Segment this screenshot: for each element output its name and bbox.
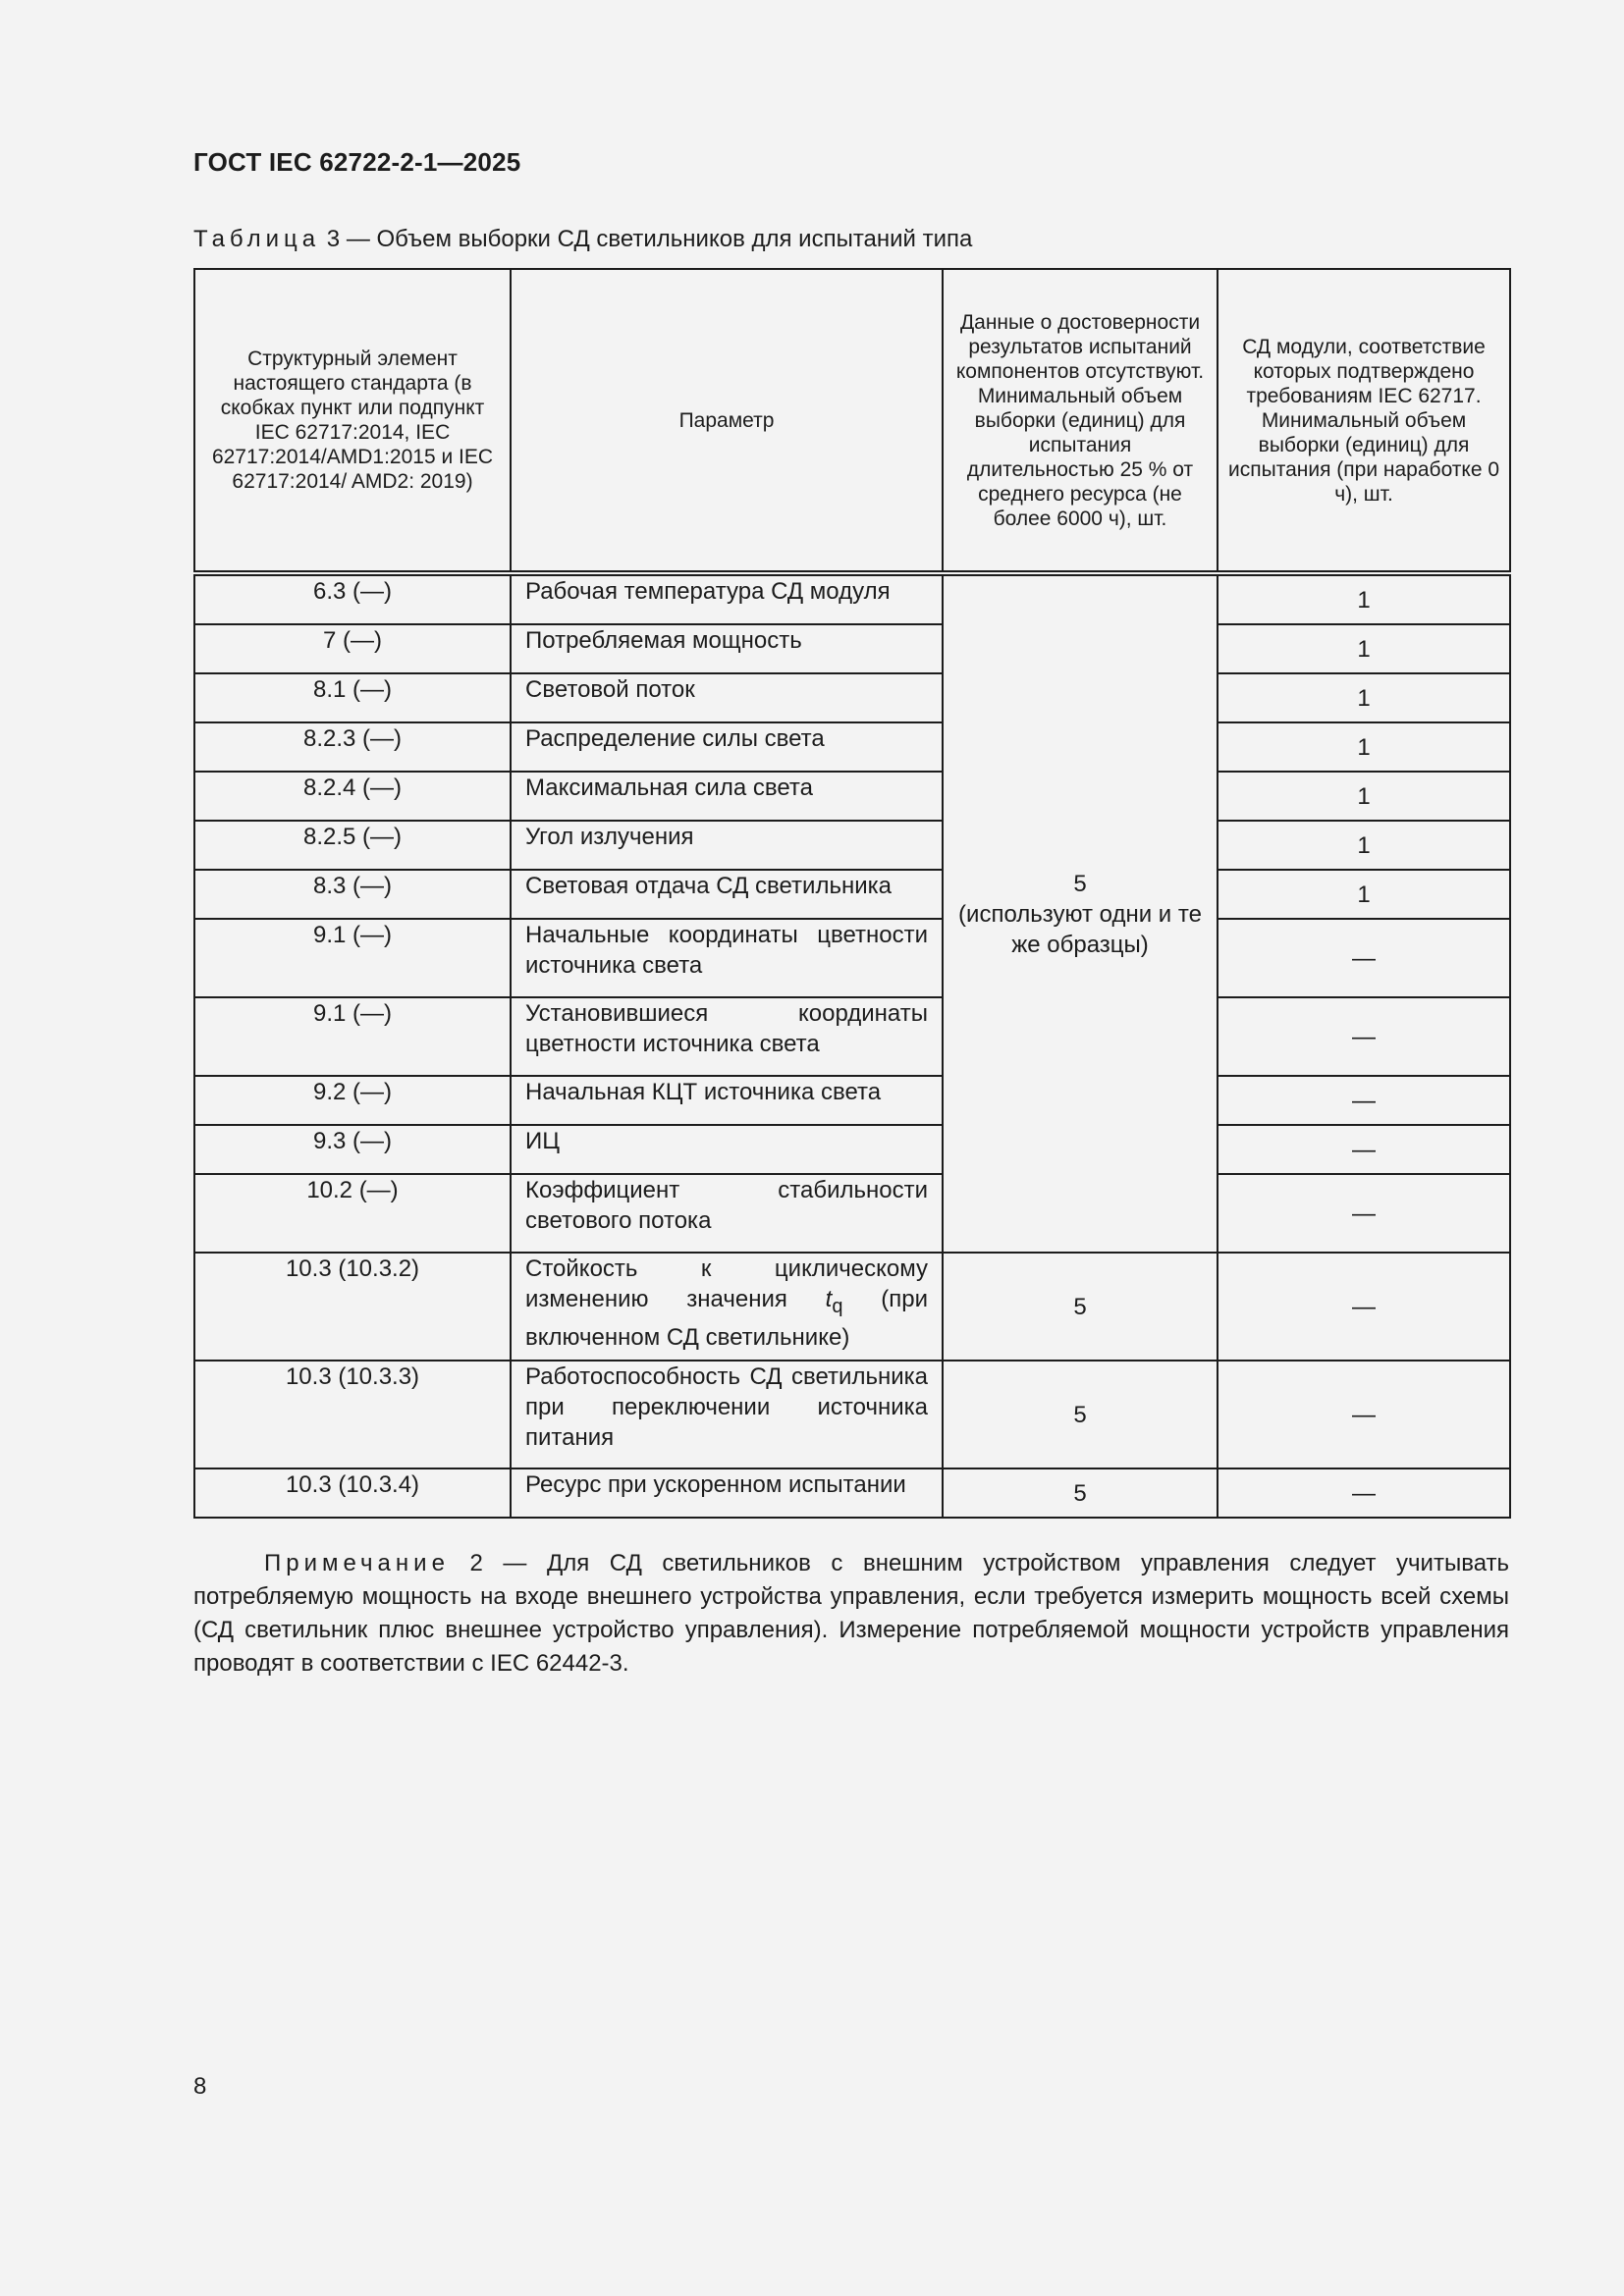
table-caption-label: Таблица [193,226,321,252]
cell-parameter: Максимальная сила света [511,772,943,821]
cell-element: 10.3 (10.3.4) [194,1468,511,1518]
cell-parameter [511,1253,943,1361]
table-header-row [194,269,1510,573]
cell-element: 7 (—) [194,624,511,673]
note-number: 2 [469,1550,483,1576]
cell-modules: — [1218,1253,1510,1361]
cell-sample: 5 [943,1361,1218,1468]
cell-element: 6.3 (—) [194,573,511,624]
header-structural-element: Структурный элемент настоящего стандарта (в скобках пункт или подпункт IEC 62717:2014, IEC 62717:2014/AMD1:2015 и IEC 62717:2014/ AMD2: 2019) [194,269,511,573]
table-row [194,1125,1510,1174]
cell-element: 8.2.3 (—) [194,722,511,772]
sample-size-table [193,268,1511,1519]
parameter-variable: t [825,1286,833,1312]
header-parameter: Параметр [511,269,943,573]
table-caption [193,226,972,253]
table-caption-number: 3 [326,226,341,252]
table-row [194,1468,1510,1518]
table-row [194,624,1510,673]
cell-modules: 1 [1218,624,1510,673]
table-row [194,919,1510,997]
cell-modules: 1 [1218,573,1510,624]
cell-sample: 5 [943,1253,1218,1361]
cell-parameter: Рабочая температура СД модуля [511,573,943,624]
parameter-text-end: (при включенном СД светильнике) [525,1286,928,1351]
table-caption-title: Объем выборки СД светильников для испытаний типа [376,226,973,252]
cell-parameter: Угол излучения [511,821,943,870]
table-caption-dash: — [346,226,370,252]
header-certified-modules: СД модули, соответствие которых подтверждено требованиям IEC 62717. Минимальный объем выборки (единиц) для испытания (при наработке 0 ч), шт. [1218,269,1510,573]
cell-element: 9.1 (—) [194,919,511,997]
cell-modules: 1 [1218,821,1510,870]
cell-parameter: Световой поток [511,673,943,722]
cell-element: 10.3 (10.3.2) [194,1253,511,1361]
cell-modules: — [1218,1174,1510,1253]
cell-modules: 1 [1218,673,1510,722]
table-row [194,1174,1510,1253]
cell-element: 9.1 (—) [194,997,511,1076]
merged-sample-value: 5 [1073,870,1087,897]
table-row [194,1253,1510,1361]
table-note [193,1547,1509,1681]
merged-sample-note: (используют одни и те же образцы) [958,900,1202,958]
cell-parameter: Работоспособность СД светильника при переключении источника питания [511,1361,943,1468]
cell-modules: 1 [1218,772,1510,821]
note-text: — Для СД светильников с внешним устройством управления следует учитывать потребляемую мощность на входе внешнего устройства управления, если требуется измерить мощность всей схемы (СД светильник плюс внешнее устройство управления). Измерение потребляемой мощности устройств управления проводят в соответствии с IEC 62442-3. [193,1550,1510,1677]
table-row [194,673,1510,722]
cell-modules: — [1218,919,1510,997]
cell-element: 8.3 (—) [194,870,511,919]
cell-element: 8.1 (—) [194,673,511,722]
cell-element: 8.2.4 (—) [194,772,511,821]
cell-element: 9.3 (—) [194,1125,511,1174]
cell-element: 10.2 (—) [194,1174,511,1253]
table-row [194,821,1510,870]
parameter-text-start: Стойкость к циклическому изменению значения [525,1255,928,1312]
cell-modules: 1 [1218,870,1510,919]
table-row [194,722,1510,772]
table-row [194,1361,1510,1468]
cell-sample: 5 [943,1468,1218,1518]
cell-parameter: ИЦ [511,1125,943,1174]
header-no-component-data: Данные о достоверности результатов испытаний компонентов отсутствуют. Минимальный объем выборки (единиц) для испытания длительностью 25 % от среднего ресурса (не более 6000 ч), шт. [943,269,1218,573]
cell-modules: — [1218,1076,1510,1125]
cell-modules: — [1218,1468,1510,1518]
document-header: ГОСТ IEC 62722-2-1—2025 [193,147,521,177]
table-row [194,1076,1510,1125]
cell-element: 9.2 (—) [194,1076,511,1125]
cell-parameter: Распределение силы света [511,722,943,772]
cell-modules: 1 [1218,722,1510,772]
table-row [194,772,1510,821]
cell-parameter: Начальные координаты цветности источника света [511,919,943,997]
cell-modules: — [1218,997,1510,1076]
table-row [194,997,1510,1076]
cell-merged-sample [943,573,1218,1253]
table-row [194,573,1510,624]
table-row [194,870,1510,919]
cell-modules: — [1218,1361,1510,1468]
cell-parameter: Ресурс при ускоренном испытании [511,1468,943,1518]
page-number: 8 [193,2073,207,2100]
cell-parameter: Коэффициент стабильности светового потока [511,1174,943,1253]
cell-parameter: Установившиеся координаты цветности источника света [511,997,943,1076]
cell-element: 10.3 (10.3.3) [194,1361,511,1468]
cell-parameter: Потребляемая мощность [511,624,943,673]
note-label: Примечание [264,1550,450,1576]
cell-element: 8.2.5 (—) [194,821,511,870]
cell-parameter: Начальная КЦТ источника света [511,1076,943,1125]
cell-parameter: Световая отдача СД светильника [511,870,943,919]
parameter-variable-subscript: q [832,1295,843,1317]
cell-modules: — [1218,1125,1510,1174]
